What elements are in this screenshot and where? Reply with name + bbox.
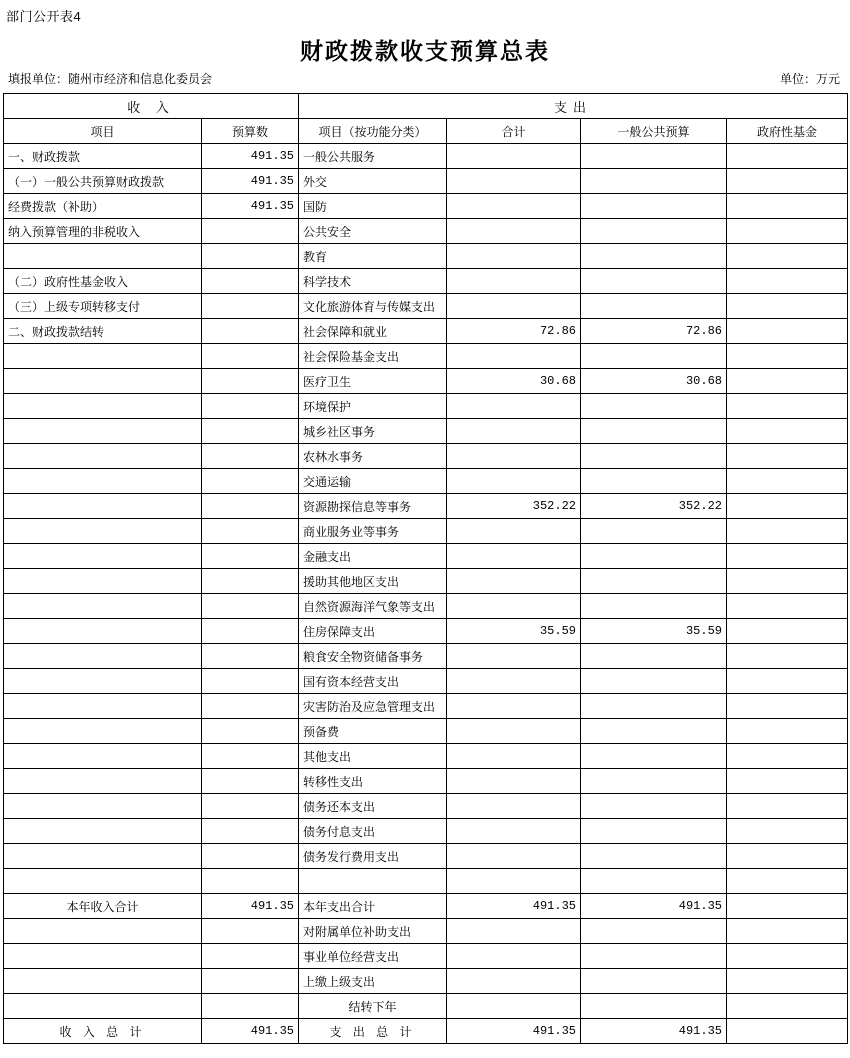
expense-item-label: 商业服务业等事务 (299, 519, 447, 544)
col-income-item: 项目 (4, 119, 202, 144)
col-total: 合计 (447, 119, 581, 144)
header-expense-group: 支出 (299, 94, 848, 119)
income-budget-value (202, 569, 299, 594)
expense-item-label: 一般公共服务 (299, 144, 447, 169)
income-item-label (4, 944, 202, 969)
expense-item-label: 国有资本经营支出 (299, 669, 447, 694)
income-item-label (4, 819, 202, 844)
income-budget-value (202, 694, 299, 719)
expense-general-value (581, 994, 727, 1019)
expense-total-value (447, 144, 581, 169)
income-budget-value (202, 844, 299, 869)
income-item-label (4, 344, 202, 369)
expense-fund-value (727, 919, 848, 944)
expense-general-value (581, 569, 727, 594)
expense-fund-value (727, 869, 848, 894)
expense-total-value (447, 519, 581, 544)
table-row (4, 994, 848, 1019)
income-budget-value (202, 319, 299, 344)
expense-total-value (447, 644, 581, 669)
income-grand-total-value: 491.35 (202, 1019, 299, 1044)
expense-fund-value (727, 594, 848, 619)
page-title: 财政拨款收支预算总表 (300, 38, 550, 64)
income-item-label: （三）上级专项转移支付 (4, 294, 202, 319)
expense-item-label: 社会保障和就业 (299, 319, 447, 344)
expense-fund-value (727, 844, 848, 869)
expense-fund-value (727, 419, 848, 444)
expense-fund-value (727, 619, 848, 644)
expense-item-label: 援助其他地区支出 (299, 569, 447, 594)
expense-total-value (447, 219, 581, 244)
expense-fund-value (727, 694, 848, 719)
income-item-label (4, 569, 202, 594)
expense-fund-value (727, 294, 848, 319)
expense-fund-value (727, 744, 848, 769)
expense-grand-total-label: 支 出 总 计 (299, 1019, 447, 1044)
income-budget-value (202, 494, 299, 519)
income-item-label (4, 544, 202, 569)
income-item-label: 经费拨款（补助） (4, 194, 202, 219)
expense-item-label: 转移性支出 (299, 769, 447, 794)
expense-fund-value (727, 644, 848, 669)
expense-general-value (581, 144, 727, 169)
income-budget-value (202, 469, 299, 494)
expense-fund-value (727, 219, 848, 244)
expense-item-label: 自然资源海洋气象等支出 (299, 594, 447, 619)
income-item-label (4, 594, 202, 619)
income-budget-value (202, 869, 299, 894)
expense-total-value (447, 244, 581, 269)
expense-total-value (447, 969, 581, 994)
table-row (4, 644, 848, 669)
expense-item-label: 社会保险基金支出 (299, 344, 447, 369)
table-group-header-row (4, 94, 848, 119)
expense-fund-value (727, 444, 848, 469)
income-item-label (4, 669, 202, 694)
expense-fund-value (727, 769, 848, 794)
expense-total-value (447, 744, 581, 769)
expense-total-value (447, 994, 581, 1019)
expense-grand-total-fund (727, 1019, 848, 1044)
expense-fund-value (727, 169, 848, 194)
income-item-label (4, 694, 202, 719)
grand-total-row (4, 1019, 848, 1044)
income-item-label (4, 369, 202, 394)
income-item-label (4, 969, 202, 994)
income-item-label (4, 919, 202, 944)
expense-general-value (581, 294, 727, 319)
expense-item-label: 城乡社区事务 (299, 419, 447, 444)
income-budget-value (202, 644, 299, 669)
expense-general-value (581, 169, 727, 194)
expense-fund-value (727, 394, 848, 419)
expense-fund-value (727, 369, 848, 394)
table-row (4, 744, 848, 769)
income-item-label: 一、财政拨款 (4, 144, 202, 169)
expense-total-value (447, 169, 581, 194)
expense-fund-value (727, 544, 848, 569)
expense-general-value (581, 469, 727, 494)
expense-grand-total-general: 491.35 (581, 1019, 727, 1044)
header-income-group: 收 入 (4, 94, 299, 119)
table-row (4, 619, 848, 644)
expense-item-label: 债务还本支出 (299, 794, 447, 819)
expense-general-value: 72.86 (581, 319, 727, 344)
table-row (4, 269, 848, 294)
table-row (4, 194, 848, 219)
expense-subtotal-label: 本年支出合计 (299, 894, 447, 919)
expense-total-value (447, 394, 581, 419)
income-budget-value (202, 394, 299, 419)
income-budget-value (202, 919, 299, 944)
table-row (4, 869, 848, 894)
table-row (4, 469, 848, 494)
expense-item-label: 对附属单位补助支出 (299, 919, 447, 944)
expense-total-value (447, 194, 581, 219)
income-item-label (4, 869, 202, 894)
expense-total-value (447, 794, 581, 819)
subtotal-row (4, 894, 848, 919)
expense-item-label: 公共安全 (299, 219, 447, 244)
expense-item-label: 教育 (299, 244, 447, 269)
expense-item-label: 资源勘探信息等事务 (299, 494, 447, 519)
expense-general-value (581, 419, 727, 444)
expense-total-value (447, 819, 581, 844)
expense-fund-value (727, 994, 848, 1019)
income-item-label (4, 644, 202, 669)
expense-fund-value (727, 494, 848, 519)
table-row (4, 144, 848, 169)
table-row (4, 719, 848, 744)
expense-total-value (447, 344, 581, 369)
expense-general-value: 352.22 (581, 494, 727, 519)
income-item-label (4, 394, 202, 419)
expense-item-label: 科学技术 (299, 269, 447, 294)
income-budget-value (202, 969, 299, 994)
income-subtotal-value: 491.35 (202, 894, 299, 919)
expense-fund-value (727, 944, 848, 969)
income-budget-value (202, 294, 299, 319)
table-row (4, 969, 848, 994)
table-row (4, 819, 848, 844)
income-budget-value (202, 619, 299, 644)
expense-general-value (581, 969, 727, 994)
table-row (4, 569, 848, 594)
table-row (4, 394, 848, 419)
expense-total-value: 72.86 (447, 319, 581, 344)
document-tag: 部门公开表4 (6, 9, 82, 24)
expense-general-value (581, 244, 727, 269)
expense-general-value (581, 544, 727, 569)
expense-item-label: 医疗卫生 (299, 369, 447, 394)
expense-fund-value (727, 669, 848, 694)
expense-item-label: 金融支出 (299, 544, 447, 569)
expense-total-value (447, 769, 581, 794)
expense-general-value (581, 819, 727, 844)
income-budget-value (202, 944, 299, 969)
expense-item-label: 粮食安全物资储备事务 (299, 644, 447, 669)
income-budget-value (202, 544, 299, 569)
expense-fund-value (727, 969, 848, 994)
income-item-label (4, 444, 202, 469)
table-row (4, 494, 848, 519)
currency-unit-label: 单位：万元 (779, 72, 840, 86)
col-gov-fund: 政府性基金 (727, 119, 848, 144)
expense-total-value: 35.59 (447, 619, 581, 644)
income-budget-value (202, 369, 299, 394)
expense-general-value (581, 844, 727, 869)
table-row (4, 294, 848, 319)
expense-item-label: 农林水事务 (299, 444, 447, 469)
income-item-label (4, 619, 202, 644)
table-row (4, 319, 848, 344)
income-budget-value: 491.35 (202, 169, 299, 194)
expense-total-value (447, 944, 581, 969)
table-row (4, 794, 848, 819)
meta-row (0, 70, 850, 86)
expense-fund-value (727, 469, 848, 494)
expense-fund-value (727, 794, 848, 819)
expense-general-value (581, 869, 727, 894)
expense-subtotal-total: 491.35 (447, 894, 581, 919)
expense-fund-value (727, 194, 848, 219)
expense-general-value (581, 344, 727, 369)
expense-total-value (447, 544, 581, 569)
income-budget-value (202, 594, 299, 619)
income-budget-value (202, 244, 299, 269)
table-row (4, 919, 848, 944)
expense-total-value (447, 469, 581, 494)
income-item-label (4, 419, 202, 444)
expense-total-value (447, 869, 581, 894)
expense-general-value (581, 219, 727, 244)
income-budget-value (202, 819, 299, 844)
expense-total-value: 352.22 (447, 494, 581, 519)
table-row (4, 244, 848, 269)
income-item-label (4, 719, 202, 744)
expense-item-label: 文化旅游体育与传媒支出 (299, 294, 447, 319)
income-subtotal-label: 本年收入合计 (4, 894, 202, 919)
income-item-label (4, 469, 202, 494)
income-item-label (4, 744, 202, 769)
expense-item-label: 其他支出 (299, 744, 447, 769)
table-row (4, 444, 848, 469)
expense-item-label: 债务付息支出 (299, 819, 447, 844)
expense-grand-total-total: 491.35 (447, 1019, 581, 1044)
expense-total-value (447, 669, 581, 694)
expense-total-value (447, 569, 581, 594)
expense-fund-value (727, 519, 848, 544)
table-row (4, 944, 848, 969)
expense-fund-value (727, 269, 848, 294)
expense-fund-value (727, 344, 848, 369)
expense-general-value (581, 794, 727, 819)
expense-fund-value (727, 719, 848, 744)
expense-general-value (581, 269, 727, 294)
expense-item-label: 预备费 (299, 719, 447, 744)
income-budget-value (202, 269, 299, 294)
expense-general-value: 30.68 (581, 369, 727, 394)
table-row (4, 694, 848, 719)
income-item-label (4, 519, 202, 544)
col-income-budget: 预算数 (202, 119, 299, 144)
table-body (4, 144, 848, 1044)
expense-total-value (447, 419, 581, 444)
income-budget-value (202, 519, 299, 544)
filler-unit-label: 填报单位：随州市经济和信息化委员会 (8, 72, 213, 86)
expense-fund-value (727, 819, 848, 844)
income-item-label (4, 994, 202, 1019)
income-budget-value (202, 794, 299, 819)
income-budget-value (202, 344, 299, 369)
income-item-label (4, 244, 202, 269)
expense-general-value (581, 644, 727, 669)
expense-total-value (447, 269, 581, 294)
expense-general-value (581, 669, 727, 694)
table-row (4, 419, 848, 444)
table-row (4, 544, 848, 569)
table-row (4, 219, 848, 244)
col-expense-item: 项目（按功能分类） (299, 119, 447, 144)
table-row (4, 769, 848, 794)
expense-total-value (447, 694, 581, 719)
income-budget-value (202, 719, 299, 744)
expense-total-value (447, 719, 581, 744)
table-row (4, 594, 848, 619)
income-budget-value (202, 219, 299, 244)
expense-fund-value (727, 569, 848, 594)
table-row (4, 669, 848, 694)
expense-item-label: 住房保障支出 (299, 619, 447, 644)
income-item-label (4, 769, 202, 794)
expense-fund-value (727, 244, 848, 269)
expense-general-value (581, 519, 727, 544)
expense-general-value: 35.59 (581, 619, 727, 644)
expense-total-value (447, 919, 581, 944)
expense-total-value (447, 444, 581, 469)
expense-fund-value (727, 319, 848, 344)
expense-item-label: 交通运输 (299, 469, 447, 494)
expense-item-label: 环境保护 (299, 394, 447, 419)
expense-total-value (447, 594, 581, 619)
expense-general-value (581, 594, 727, 619)
income-item-label (4, 794, 202, 819)
col-general-public-budget: 一般公共预算 (581, 119, 727, 144)
income-item-label: 二、财政拨款结转 (4, 319, 202, 344)
table-row (4, 369, 848, 394)
table-row (4, 169, 848, 194)
income-budget-value: 491.35 (202, 194, 299, 219)
income-item-label (4, 494, 202, 519)
income-item-label: 纳入预算管理的非税收入 (4, 219, 202, 244)
income-budget-value (202, 419, 299, 444)
expense-fund-value (727, 144, 848, 169)
income-grand-total-label: 收 入 总 计 (4, 1019, 202, 1044)
table-column-header-row (4, 119, 848, 144)
income-budget-value (202, 769, 299, 794)
income-item-label: （二）政府性基金收入 (4, 269, 202, 294)
expense-general-value (581, 944, 727, 969)
expense-general-value (581, 194, 727, 219)
expense-general-value (581, 719, 727, 744)
expense-general-value (581, 394, 727, 419)
budget-table (3, 93, 848, 1044)
expense-general-value (581, 744, 727, 769)
expense-general-value (581, 694, 727, 719)
expense-item-label: 债务发行费用支出 (299, 844, 447, 869)
income-budget-value (202, 994, 299, 1019)
expense-item-label: 灾害防治及应急管理支出 (299, 694, 447, 719)
income-item-label: （一）一般公共预算财政拨款 (4, 169, 202, 194)
expense-total-value (447, 294, 581, 319)
expense-item-label: 事业单位经营支出 (299, 944, 447, 969)
expense-general-value (581, 919, 727, 944)
expense-total-value: 30.68 (447, 369, 581, 394)
table-row (4, 344, 848, 369)
income-budget-value (202, 744, 299, 769)
expense-item-label: 国防 (299, 194, 447, 219)
income-budget-value: 491.35 (202, 144, 299, 169)
expense-item-label: 上缴上级支出 (299, 969, 447, 994)
table-row (4, 519, 848, 544)
expense-subtotal-fund (727, 894, 848, 919)
income-budget-value (202, 444, 299, 469)
expense-total-value (447, 844, 581, 869)
expense-subtotal-general: 491.35 (581, 894, 727, 919)
income-item-label (4, 844, 202, 869)
expense-general-value (581, 444, 727, 469)
expense-item-label: 结转下年 (299, 994, 447, 1019)
table-row (4, 844, 848, 869)
income-budget-value (202, 669, 299, 694)
expense-general-value (581, 769, 727, 794)
expense-item-label (299, 869, 447, 894)
expense-item-label: 外交 (299, 169, 447, 194)
